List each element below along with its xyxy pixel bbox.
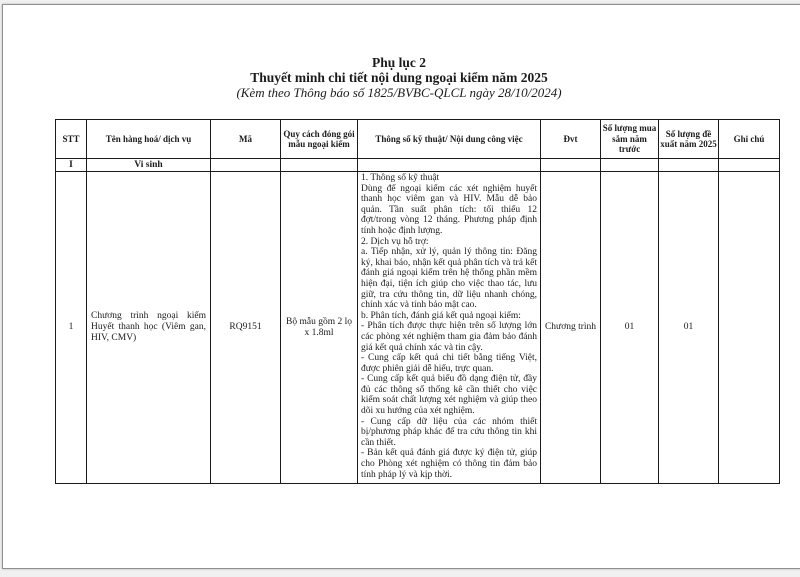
spec-paragraph: - Cung cấp dữ liệu của các nhóm thiết bị/phương pháp khác để tra cứu thông tin khi cần thiết. — [361, 416, 537, 448]
section-row-vi-sinh — [56, 159, 780, 172]
spec-paragraph: - Cung cấp kết quả biểu đồ dạng điện tử, đầy đủ các thông số thống kê cần thiết cho việc kiểm soát chất lượng xét nghiệm và giúp theo dõi xu hướng của xét nghiệm. — [361, 374, 537, 417]
section-name: Vi sinh — [87, 159, 211, 172]
document-page — [2, 4, 800, 569]
column-header-ghi-chu: Ghi chú — [719, 120, 780, 159]
item-qty-2025: 01 — [659, 172, 719, 484]
spec-paragraph: 2. Dịch vụ hỗ trợ: — [361, 236, 429, 247]
column-header-ten-hang-hoa: Tên hàng hoá/ dịch vụ — [87, 120, 211, 159]
column-header-dvt: Đvt — [541, 120, 601, 159]
section-empty-cell — [719, 159, 780, 172]
spec-paragraph: a. Tiếp nhận, xử lý, quản lý thông tin: Đăng ký, khai báo, nhận kết quả phân tích và trả kết đánh giá ngoại kiểm trên hệ thống phần mềm hiện đại, tiện ích giúp cho việc thao tác, lưu giữ, tra cứu thông tin, dữ liệu nhanh chóng, chính xác và tính bảo mật cao. — [361, 247, 537, 311]
document-title: Thuyết minh chi tiết nội dung ngoại kiểm năm 2025 — [250, 70, 548, 85]
column-header-quy-cach: Quy cách đóng gói mẫu ngoại kiểm — [281, 120, 358, 159]
section-empty-cell — [358, 159, 541, 172]
title-block — [3, 55, 795, 100]
item-spec — [358, 172, 541, 484]
item-row-1 — [56, 172, 780, 484]
document-subtitle: (Kèm theo Thông báo số 1825/BVBC-QLCL ngày 28/10/2024) — [236, 85, 562, 100]
column-header-so-luong-nam-truoc: Số lượng mua sắm năm trước — [601, 120, 659, 159]
section-empty-cell — [541, 159, 601, 172]
column-header-stt: STT — [56, 120, 87, 159]
column-header-thong-so: Thông số kỹ thuật/ Nội dung công việc — [358, 120, 541, 159]
item-stt: 1 — [56, 172, 87, 484]
header-row — [56, 120, 780, 159]
section-empty-cell — [211, 159, 281, 172]
column-header-ma: Mã — [211, 120, 281, 159]
item-packaging: Bộ mẫu gồm 2 lọ x 1.8ml — [281, 172, 358, 484]
spec-paragraph: - Phân tích được thực hiện trên số lượng lớn các phòng xét nghiệm tham gia đảm bảo đánh giá kết quả chính xác và tin cậy. — [361, 321, 537, 353]
item-name: Chương trình ngoại kiểm Huyết thanh học (Viêm gan, HIV, CMV) — [87, 172, 211, 484]
section-empty-cell — [601, 159, 659, 172]
appendix-label: Phụ lục 2 — [371, 55, 426, 70]
section-empty-cell — [281, 159, 358, 172]
section-empty-cell — [659, 159, 719, 172]
item-code: RQ9151 — [211, 172, 281, 484]
spec-paragraph: - Bản kết quả đánh giá được ký điện tử, giúp cho Phòng xét nghiệm có thông tin đảm bảo tính pháp lý và kịp thời. — [361, 448, 537, 480]
section-stt: I — [56, 159, 87, 172]
item-note — [719, 172, 780, 484]
external-qc-table — [55, 119, 780, 484]
spec-paragraph: 1. Thông số kỹ thuật — [361, 173, 440, 183]
column-header-so-luong-2025: Số lượng đề xuất năm 2025 — [659, 120, 719, 159]
spec-paragraph: b. Phân tích, đánh giá kết quả ngoại kiểm: — [361, 310, 521, 321]
spec-paragraph: Dùng để ngoại kiểm các xét nghiệm huyết thanh học viêm gan và HIV. Mẫu dễ bảo quản. Tần suất phân tích: tối thiểu 12 đợt/trong vòng 12 tháng. Phương pháp định tính hoặc định lượng. — [361, 183, 537, 236]
spec-paragraph: - Cung cấp kết quả chi tiết bằng tiếng Việt, được phiên giải dễ hiểu, trực quan. — [361, 353, 537, 374]
item-qty-prev-year: 01 — [601, 172, 659, 484]
item-unit: Chương trình — [541, 172, 601, 484]
